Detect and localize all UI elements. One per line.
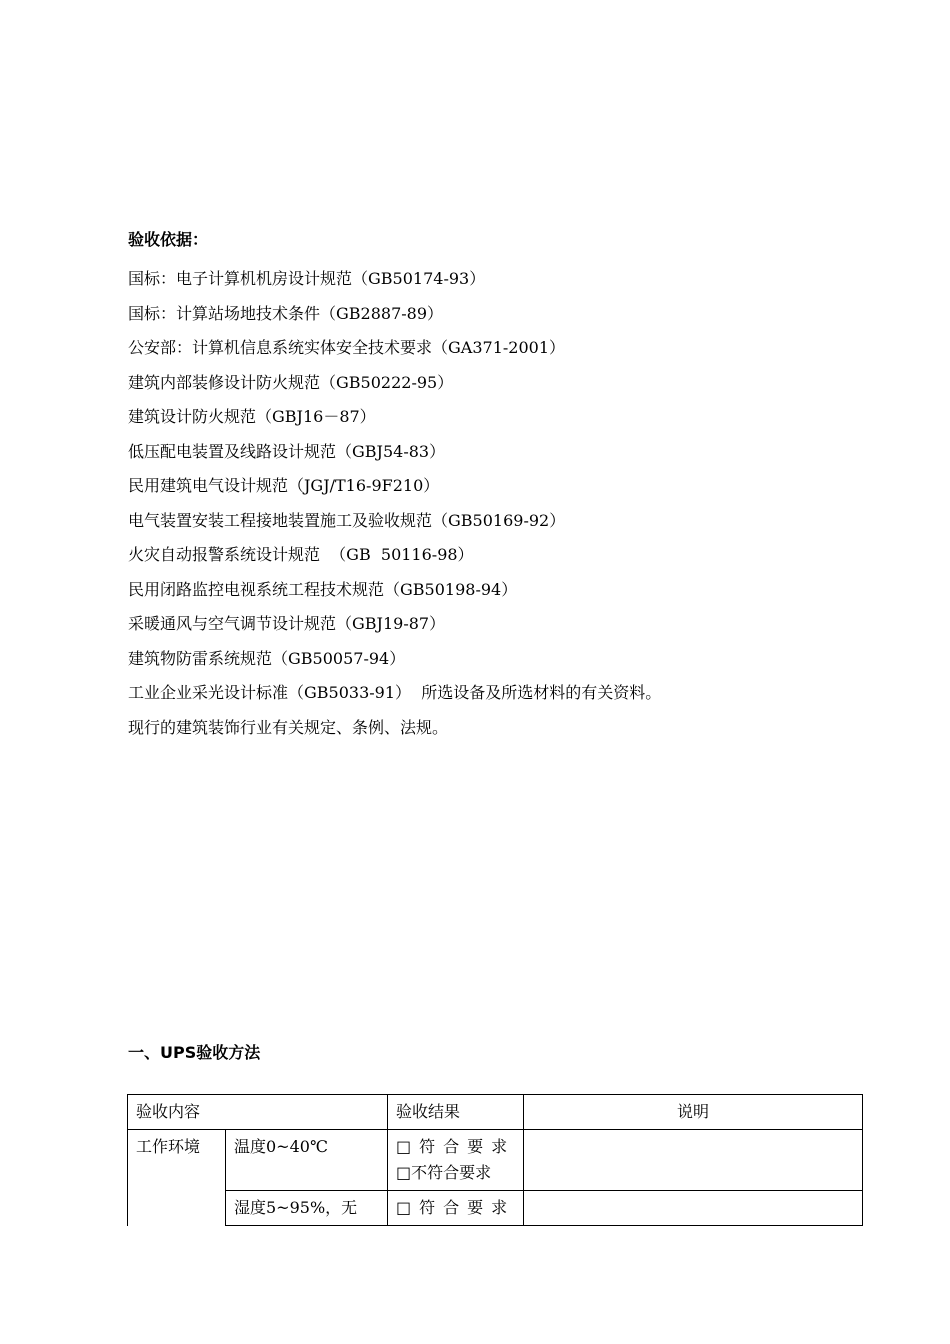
table-header-row [128, 1095, 863, 1130]
basis-item: 民用闭路监控电视系统工程技术规范（GB50198-94） [128, 579, 518, 599]
result-pass-option[interactable]: □符合要求 [396, 1198, 516, 1217]
basis-item: 国标：计算站场地技术条件（GB2887-89） [128, 303, 444, 323]
basis-item: 现行的建筑装饰行业有关规定、条例、法规。 [128, 717, 449, 737]
group-label: 工作环境 [128, 1130, 226, 1226]
ups-section-title: 一、UPS验收方法 [128, 1043, 261, 1062]
basis-list [128, 262, 661, 745]
row-note [524, 1130, 863, 1191]
table-row [128, 1130, 863, 1191]
row-note [524, 1191, 863, 1226]
header-note: 说明 [524, 1095, 863, 1130]
result-pass-option[interactable]: □符合要求 [396, 1137, 516, 1156]
basis-item: 低压配电装置及线路设计规范（GBJ54-83） [128, 441, 446, 461]
basis-item: 工业企业采光设计标准（GB5033-91） 所选设备及所选材料的有关资料。 [128, 683, 662, 702]
result-fail-option[interactable]: □不符合要求 [396, 1163, 492, 1182]
basis-heading: 验收依据： [128, 230, 209, 249]
row-result [388, 1130, 524, 1191]
row-result [388, 1191, 524, 1226]
ups-acceptance-table [127, 1094, 863, 1226]
row-item: 温度0~40℃ [226, 1130, 388, 1191]
basis-item: 民用建筑电气设计规范（JGJ/T16-9F210） [128, 476, 440, 495]
basis-item: 电气装置安装工程接地装置施工及验收规范（GB50169-92） [128, 510, 566, 530]
basis-item: 建筑内部装修设计防火规范（GB50222-95） [128, 372, 454, 392]
row-item: 湿度5~95%，无 [226, 1191, 388, 1226]
header-content: 验收内容 [128, 1095, 388, 1130]
basis-item: 建筑设计防火规范（GBJ16－87） [128, 407, 376, 426]
basis-item: 火灾自动报警系统设计规范 （GB 50116-98） [128, 545, 474, 564]
table-row [128, 1191, 863, 1226]
header-result: 验收结果 [388, 1095, 524, 1130]
basis-item: 国标：电子计算机机房设计规范（GB50174-93） [128, 269, 486, 288]
basis-item: 公安部：计算机信息系统实体安全技术要求（GA371-2001） [128, 338, 566, 357]
basis-item: 采暖通风与空气调节设计规范（GBJ19-87） [128, 614, 446, 633]
basis-item: 建筑物防雷系统规范（GB50057-94） [128, 648, 406, 668]
